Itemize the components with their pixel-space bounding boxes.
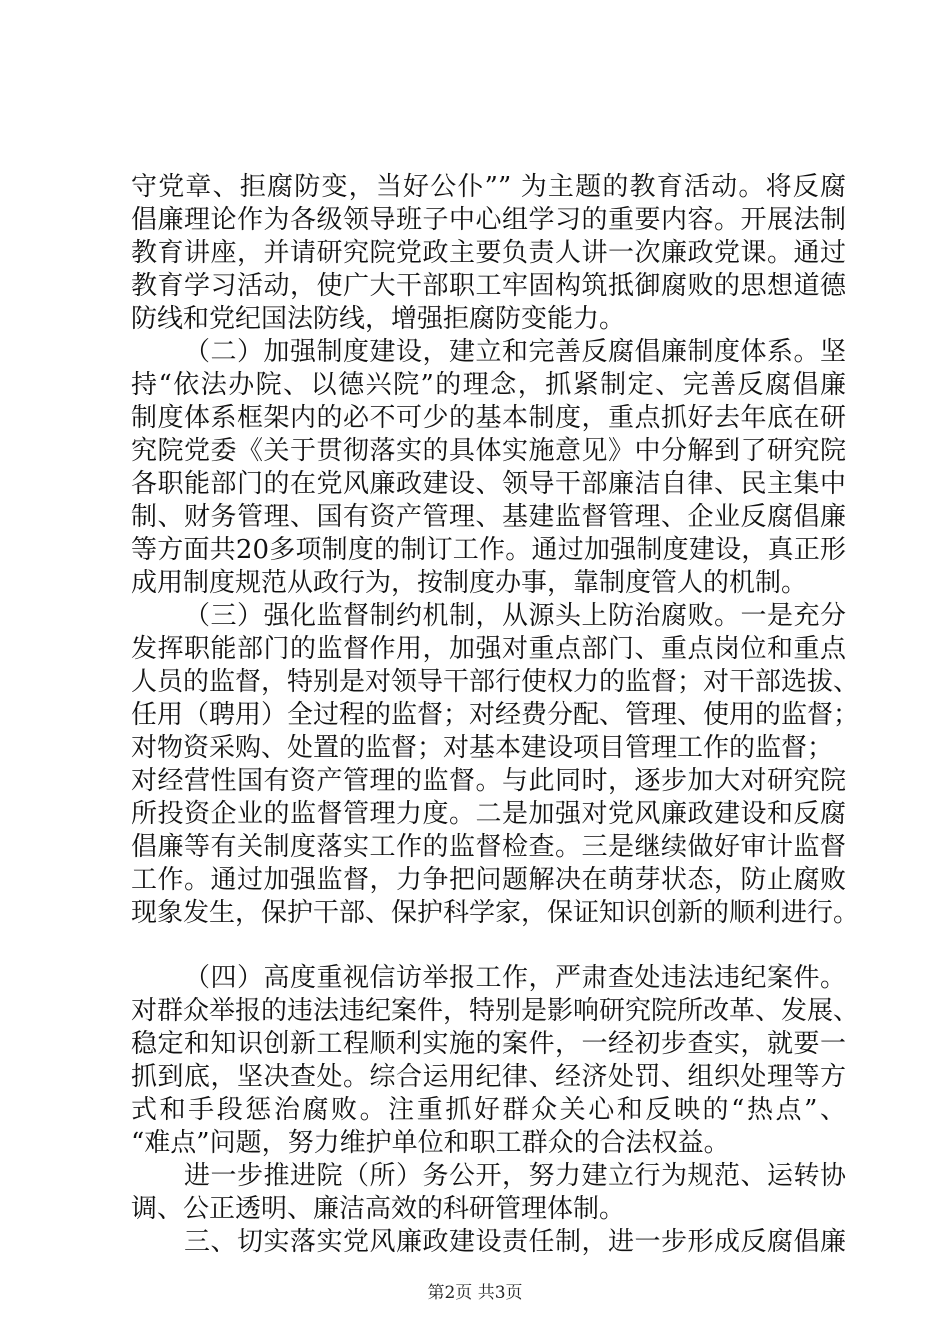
text-line: 教育学习活动，使广大干部职工牢固构筑抵御腐败的思想道德 <box>131 271 846 301</box>
text-line: 发挥职能部门的监督作用，加强对重点部门、重点岗位和重点 <box>131 634 846 664</box>
text-line: 倡廉理论作为各级领导班子中心组学习的重要内容。开展法制 <box>131 205 846 235</box>
text-line: 教育讲座，并请研究院党政主要负责人讲一次廉政党课。通过 <box>131 238 846 268</box>
text-line: 对物资采购、处置的监督；对基本建设项目管理工作的监督； <box>131 733 834 763</box>
text-line: 各职能部门的在党风廉政建设、领导干部廉洁自律、民主集中 <box>131 469 846 499</box>
text-line: 任用（聘用）全过程的监督；对经费分配、管理、使用的监督； <box>131 700 860 730</box>
text-line: 持“依法办院、以德兴院”的理念，抓紧制定、完善反腐倡廉 <box>131 370 846 400</box>
text-line: 等方面共20多项制度的制订工作。通过加强制度建设，真正形 <box>131 535 846 565</box>
text-line: “难点”问题，努力维护单位和职工群众的合法权益。 <box>131 1128 730 1158</box>
text-line: 对经营性国有资产管理的监督。与此同时，逐步加大对研究院 <box>131 766 846 796</box>
text-line: 现象发生，保护干部、保护科学家，保证知识创新的顺利进行。 <box>131 898 860 928</box>
text-line: 倡廉等有关制度落实工作的监督检查。三是继续做好审计监督 <box>131 832 846 862</box>
text-line: 制度体系框架内的必不可少的基本制度，重点抓好去年底在研 <box>131 403 846 433</box>
text-line: 稳定和知识创新工程顺利实施的案件，一经初步查实，就要一 <box>131 1029 846 1059</box>
text-line: 制、财务管理、国有资产管理、基建监督管理、企业反腐倡廉 <box>131 502 846 532</box>
text-line: 守党章、拒腐防变，当好公仆”” 为主题的教育活动。将反腐 <box>131 172 846 202</box>
paragraph-start-line: 进一步推进院（所）务公开，努力建立行为规范、运转协 <box>184 1161 846 1191</box>
paragraph-start-line: （四）高度重视信访举报工作，严肃查处违法违纪案件。 <box>184 963 846 993</box>
paragraph-start-line: （二）加强制度建设，建立和完善反腐倡廉制度体系。坚 <box>184 337 846 367</box>
text-line: 成用制度规范从政行为，按制度办事，靠制度管人的机制。 <box>131 568 808 598</box>
paragraph-start-line: 三、切实落实党风廉政建设责任制，进一步形成反腐倡廉 <box>184 1227 846 1257</box>
text-line: 人员的监督，特别是对领导干部行使权力的监督；对干部选拔、 <box>131 667 860 697</box>
text-line: 式和手段惩治腐败。注重抓好群众关心和反映的“热点”、 <box>131 1095 846 1125</box>
text-line: 抓到底，坚决查处。综合运用纪律、经济处罚、组织处理等方 <box>131 1062 846 1092</box>
text-line: 工作。通过加强监督，力争把问题解决在萌芽状态，防止腐败 <box>131 865 846 895</box>
text-line: 所投资企业的监督管理力度。二是加强对党风廉政建设和反腐 <box>131 799 846 829</box>
text-line: 究院党委《关于贯彻落实的具体实施意见》中分解到了研究院 <box>131 436 846 466</box>
text-line: 防线和党纪国法防线，增强拒腐防变能力。 <box>131 304 626 334</box>
page-footer: 第2页 共3页 <box>427 1283 523 1303</box>
text-line: 对群众举报的违法违纪案件，特别是影响研究院所改革、发展、 <box>131 996 860 1026</box>
paragraph-start-line: （三）强化监督制约机制，从源头上防治腐败。一是充分 <box>184 601 846 631</box>
text-line: 调、公正透明、廉洁高效的科研管理体制。 <box>131 1194 626 1224</box>
